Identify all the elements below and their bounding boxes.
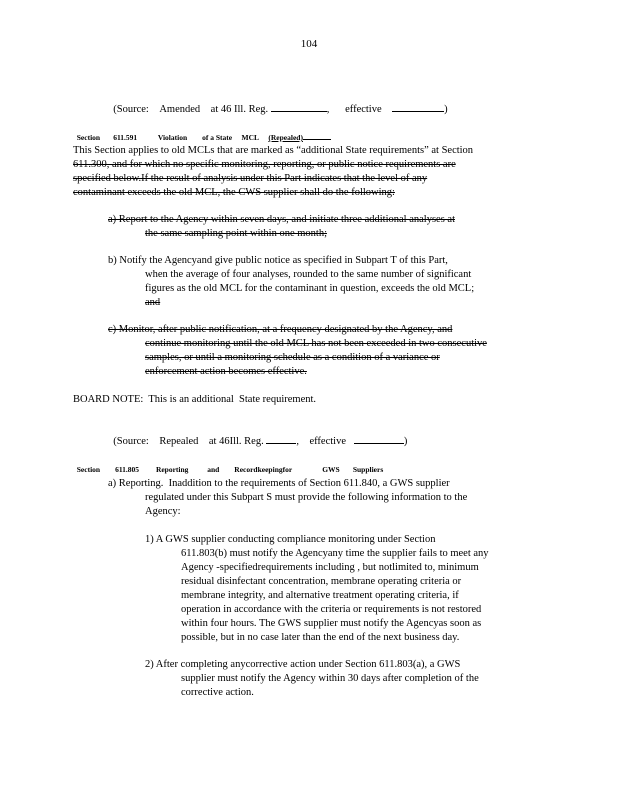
reporting-a-line-2: regulated under this Subpart S must provide the following information to the [145, 492, 468, 503]
item-1-line-7: within four hours. The GWS supplier must notify the Agencyas soon as [181, 618, 482, 629]
item-b-line-2: when the average of four analyses, rounded to the same number of significant [145, 269, 472, 280]
item-1-line-8: possible, but in no case later than the end of the next business day. [181, 632, 460, 643]
item-1-line-3: Agency -specifiedrequirements including , but notlimited to, minimum [181, 562, 479, 573]
source-note-amended: (Source: Amended at 46 Ill. Reg. , effective ) [108, 88, 448, 116]
board-note: BOARD NOTE: This is an additional State requirement. [73, 394, 317, 405]
item-c-line-3: samples, or until a monitoring schedule as a condition of a variance or [145, 352, 440, 363]
item-b-line-3: figures as the old MCL for the contaminant in question, exceeds the old MCL; [145, 283, 475, 294]
para1-line-3: specified below.If the result of analysis under this Part indicates that the level of any [73, 173, 428, 184]
item-1-line-6: operation in accordance with the criteria or requirements is not restored [181, 604, 482, 615]
item-b-line-4: and [145, 297, 161, 308]
item-2-line-3: corrective action. [181, 687, 254, 698]
item-1-line-4: residual disinfectant concentration, membrane operating criteria or [181, 576, 462, 587]
effective-date-blank [392, 101, 444, 112]
source-note-repealed: (Source: Repealed at 46Ill. Reg. , effective ) [108, 420, 407, 448]
register-blank-2 [266, 433, 296, 444]
item-a-line-1: a) Report to the Agency within seven days, and initiate three additional analyses at [108, 214, 455, 225]
item-1-line-5: membrane integrity, and alternative treatment operating criteria, if [181, 590, 459, 601]
reporting-a-line-1: a) Reporting. Inaddition to the requirements of Section 611.840, a GWS supplier [108, 478, 450, 489]
item-a-line-2: the same sampling point within one month; [145, 228, 327, 239]
section-heading-611-591: Section 611.591 Violation of a State MCL (Repealed) [73, 118, 331, 144]
item-2-line-1: 2) After completing anycorrective action under Section 611.803(a), a GWS [145, 659, 461, 670]
item-c-line-2: continue monitoring until the old MCL has not been exceeded in two consecutive [145, 338, 487, 349]
section-heading-611-805: Section 611.805 Reporting and Recordkeepingfor GWS Suppliers [76, 465, 384, 474]
para1-line-2: 611.300, and for which no specific monitoring, reporting, or public notice requirements are [73, 159, 456, 170]
page-number: 104 [300, 38, 318, 50]
para1-line-4: contaminant exceeds the old MCL, the CWS supplier shall do the following: [73, 187, 395, 198]
item-1-line-2: 611.803(b) must notify the Agencyany time the supplier fails to meet any [181, 548, 489, 559]
effective-date-blank-2 [354, 433, 404, 444]
item-c-line-4: enforcement action becomes effective. [145, 366, 307, 377]
item-1-line-1: 1) A GWS supplier conducting compliance monitoring under Section [145, 534, 436, 545]
reporting-a-line-3: Agency: [145, 506, 181, 517]
register-blank [271, 101, 327, 112]
item-c-line-1: c) Monitor, after public notification, at a frequency designated by the Agency, and [108, 324, 453, 335]
item-2-line-2: supplier must notify the Agency within 30 days after completion of the [181, 673, 479, 684]
item-b-line-1: b) Notify the Agencyand give public notice as specified in Subpart T of this Part, [108, 255, 448, 266]
para1-line-1: This Section applies to old MCLs that are marked as “additional State requirements” at Section [73, 145, 474, 156]
